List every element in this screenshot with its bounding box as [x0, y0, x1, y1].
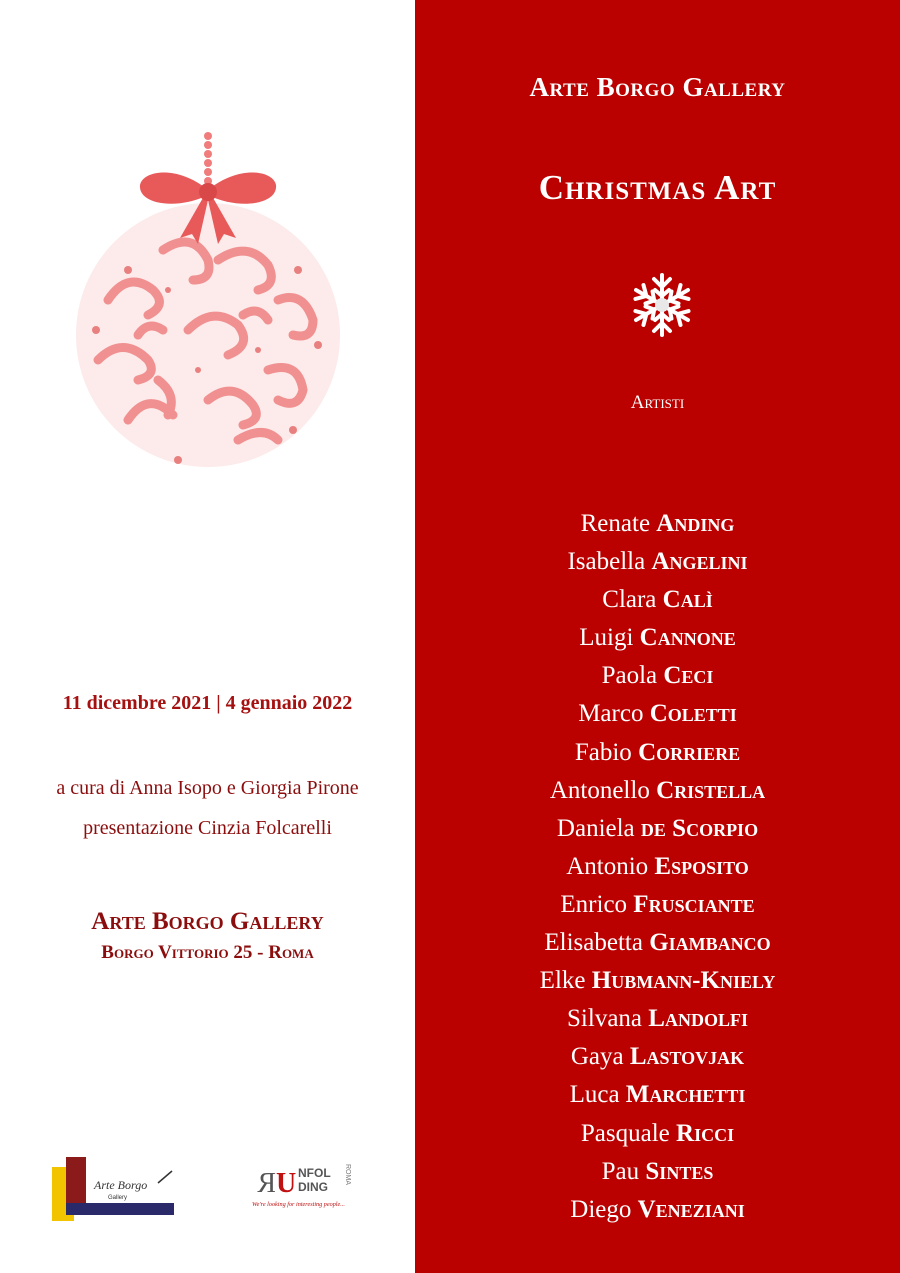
artist-name [415, 505, 900, 543]
artist-first-name: Marco [578, 700, 644, 728]
artist-last-name: Esposito [654, 852, 749, 880]
artist-name [415, 848, 900, 886]
artist-last-name: Frusciante [633, 890, 755, 918]
artist-last-name: Veneziani [637, 1195, 745, 1223]
artist-list [415, 505, 900, 1229]
artist-first-name: Elke [539, 967, 586, 995]
artist-first-name: Elisabetta [544, 929, 643, 957]
artist-last-name: Calì [662, 586, 713, 614]
artist-first-name: Isabella [567, 548, 646, 576]
artist-name [415, 924, 900, 962]
artist-name [415, 886, 900, 924]
artists-label: Artisti [630, 392, 685, 413]
venue-address: Borgo Vittorio 25 - Roma [101, 942, 314, 963]
artist-first-name: Paola [601, 662, 658, 690]
artist-first-name: Diego [570, 1195, 632, 1223]
artist-last-name: Landolfi [648, 1005, 748, 1033]
artist-name [415, 695, 900, 733]
artist-first-name: Silvana [567, 1005, 643, 1033]
artist-name [415, 1153, 900, 1191]
presenter-text: presentazione Cinzia Folcarelli [83, 817, 332, 839]
artist-first-name: Luigi [579, 624, 634, 652]
artist-last-name: Marchetti [625, 1081, 746, 1109]
gallery-heading: Arte Borgo Gallery [529, 72, 786, 102]
artist-last-name: Angelini [651, 548, 748, 576]
artist-name [415, 810, 900, 848]
artist-first-name: Fabio [574, 738, 632, 766]
artist-name [415, 1038, 900, 1076]
artist-name [415, 962, 900, 1000]
artist-name [415, 1191, 900, 1229]
artist-first-name: Gaya [570, 1043, 624, 1071]
unfolding-line2: DING [298, 1180, 328, 1194]
unfolding-roma-logo [250, 1160, 380, 1216]
artist-first-name: Antonello [549, 776, 650, 804]
artist-name [415, 619, 900, 657]
artist-last-name: Corriere [638, 738, 741, 766]
artist-last-name: de Scorpio [640, 814, 759, 842]
artist-name [415, 1115, 900, 1153]
artist-first-name: Pau [601, 1157, 640, 1185]
arte-borgo-sub: Gallery [108, 1195, 128, 1201]
unfolding-tagline: We're looking for interesting people... [252, 1201, 345, 1208]
artist-last-name: Cristella [656, 776, 766, 804]
artist-last-name: Hubmann-Kniely [591, 967, 776, 995]
artist-name [415, 581, 900, 619]
artist-last-name: Sintes [645, 1157, 714, 1185]
artist-last-name: Anding [656, 510, 735, 537]
artist-first-name: Luca [569, 1081, 620, 1109]
unfolding-u: U [276, 1168, 297, 1199]
venue-name: Arte Borgo Gallery [91, 908, 324, 935]
artist-name [415, 1000, 900, 1038]
artist-last-name: Ricci [676, 1119, 735, 1147]
curators-text: a cura di Anna Isopo e Giorgia Pirone [56, 777, 359, 799]
artist-first-name: Enrico [560, 890, 628, 918]
artist-name [415, 657, 900, 695]
exhibition-title: Christmas Art [538, 168, 777, 207]
left-panel [0, 0, 415, 1273]
artist-first-name: Daniela [556, 814, 635, 842]
artist-last-name: Giambanco [649, 929, 771, 957]
arte-borgo-logo [50, 1155, 180, 1223]
christmas-ornament-icon [68, 130, 348, 475]
artist-first-name: Antonio [566, 852, 649, 880]
unfolding-line1: NFOL [298, 1166, 331, 1180]
artist-first-name: Renate [580, 510, 651, 537]
artist-name [415, 543, 900, 581]
artist-last-name: Coletti [649, 700, 737, 728]
artist-last-name: Lastovjak [629, 1043, 745, 1071]
unfolding-side: ROMA [344, 1164, 351, 1185]
artist-name [415, 734, 900, 772]
unfolding-r: R [257, 1168, 276, 1199]
exhibition-dates: 11 dicembre 2021 | 4 gennaio 2022 [62, 692, 353, 714]
artist-first-name: Clara [602, 586, 657, 614]
artist-name [415, 1076, 900, 1114]
arte-borgo-script: Arte Borgo [94, 1178, 148, 1192]
artist-last-name: Cannone [639, 624, 736, 652]
snowflake-icon [627, 270, 697, 340]
artist-first-name: Pasquale [580, 1119, 670, 1147]
right-panel [415, 0, 900, 1273]
artist-name [415, 772, 900, 810]
artist-last-name: Ceci [663, 662, 714, 690]
